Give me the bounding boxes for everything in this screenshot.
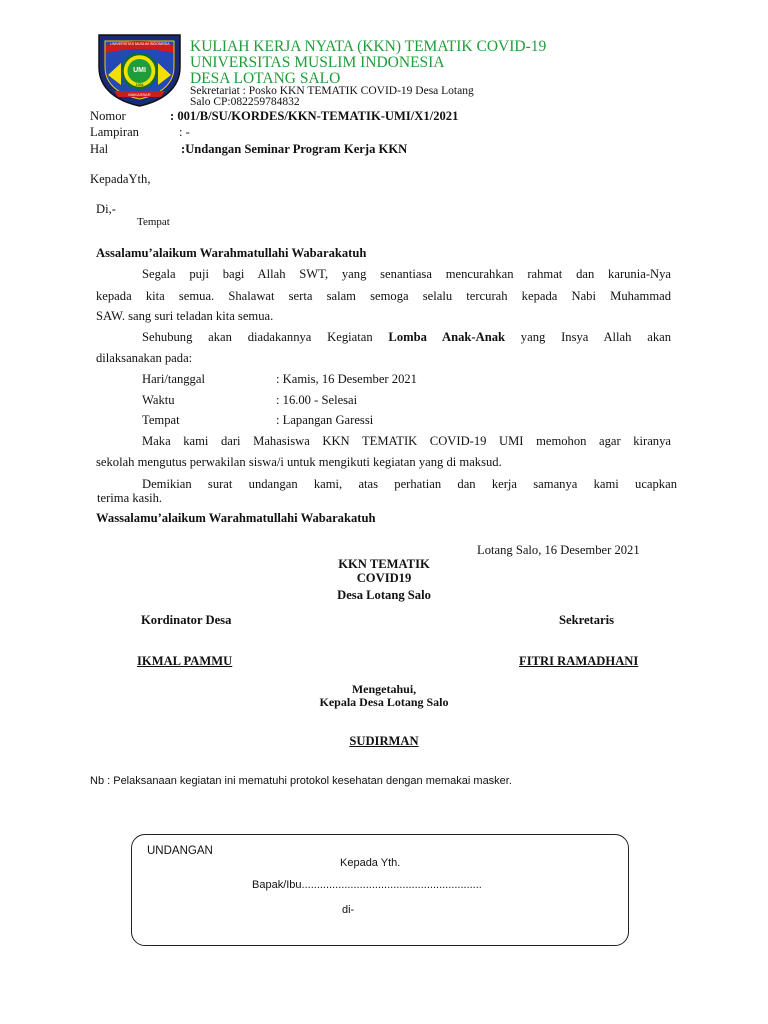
recipient-di: Di,- <box>96 202 116 216</box>
detail-value-date: : Kamis, 16 Desember 2021 <box>276 372 417 386</box>
left-signatory-name: IKMAL PAMMU <box>137 654 233 668</box>
recipient-tempat: Tempat <box>137 216 170 228</box>
para1-line3: SAW. sang suri teladan kita semua. <box>96 309 274 323</box>
detail-label-place: Tempat <box>142 413 180 427</box>
invitation-box <box>131 834 629 946</box>
opening-greeting: Assalamu’alaikum Warahmatullahi Wabarakatuh <box>96 246 367 260</box>
detail-value-time: : 16.00 - Selesai <box>276 393 358 407</box>
para3-line2: sekolah mengutus perwakilan siswa/i untuk mengikuti kegiatan yang di maksud. <box>96 455 502 469</box>
sekretariat-line-2: Salo CP:082259784832 <box>190 96 300 107</box>
para1-line2 <box>96 289 671 304</box>
org-line-1: KKN TEMATIK <box>338 557 430 571</box>
lampiran-value: : - <box>179 125 190 139</box>
right-signatory-name: FITRI RAMADHANI <box>519 654 639 668</box>
org-line-3: Desa Lotang Salo <box>337 588 431 602</box>
left-signatory-title: Kordinator Desa <box>141 613 232 627</box>
closing-greeting: Wassalamu’alaikum Warahmatullahi Wabarakatuh <box>96 511 376 525</box>
kepala-desa-title: Kepala Desa Lotang Salo <box>319 695 449 709</box>
detail-value-place: : Lapangan Garessi <box>276 413 374 427</box>
detail-label-time: Waktu <box>142 393 175 407</box>
detail-label-date: Hari/tanggal <box>142 372 205 386</box>
nomor-label: Nomor <box>90 109 126 123</box>
umi-logo <box>96 33 183 107</box>
right-signatory-title: Sekretaris <box>559 613 615 627</box>
lampiran-label: Lampiran <box>90 125 139 139</box>
mengetahui: Mengetahui, <box>351 682 417 696</box>
logo-city: MAKASSAR <box>128 91 151 97</box>
para4-line1-text: Demikian surat undangan kami, atas perhatian dan kerja samanya kami ucapkan <box>142 477 677 491</box>
invitation-title: UNDANGAN <box>147 845 213 857</box>
invitation-kepada: Kepada Yth. <box>340 857 401 869</box>
health-protocol-note: Nb : Pelaksanaan kegiatan ini mematuhi protokol kesehatan dengan memakai masker. <box>90 775 512 787</box>
invitation-recipient-line: Bapak/Ibu........................................................... <box>252 879 482 891</box>
para3-line1-text: Maka kami dari Mahasiswa KKN TEMATIK COVID-19 UMI memohon agar kiranya <box>142 434 671 448</box>
para2-line1 <box>142 330 671 345</box>
hal-label: Hal <box>90 142 109 156</box>
org-line-2: COVID19 <box>356 571 412 585</box>
nomor-value: : 001/B/SU/KORDES/KKN-TEMATIK-UMI/X1/2021 <box>170 109 459 123</box>
event-name: Lomba Anak-Anak <box>388 330 506 344</box>
letterhead-line-3: DESA LOTANG SALO <box>190 70 341 87</box>
para4-line1 <box>142 477 677 492</box>
recipient-kepada: KepadaYth, <box>90 172 151 186</box>
letterhead-line-1: KULIAH KERJA NYATA (KKN) TEMATIK COVID-19 <box>190 38 547 55</box>
letterhead-line-2: UNIVERSITAS MUSLIM INDONESIA <box>190 54 445 71</box>
para2-line2: dilaksanakan pada: <box>96 351 193 365</box>
place-date: Lotang Salo, 16 Desember 2021 <box>477 543 640 557</box>
para2-text-a: Sehubung akan diadakannya Kegiatan <box>142 330 389 344</box>
para1-line1-text: Segala puji bagi Allah SWT, yang senantiasa mencurahkan rahmat dan karunia-Nya <box>142 267 671 281</box>
kepala-desa-name: SUDIRMAN <box>349 734 419 748</box>
logo-banner-text: UNIVERSITAS MUSLIM INDONESIA <box>110 42 170 46</box>
para1-line2-text: kepada kita semua. Shalawat serta salam semoga selalu tercurah kepada Nabi Muhammad <box>96 289 671 303</box>
para2-text-c: yang Insya Allah akan <box>505 330 672 344</box>
para4-line2: terima kasih. <box>97 491 163 505</box>
hal-value: :Undangan Seminar Program Kerja KKN <box>181 142 408 156</box>
invitation-di: di- <box>342 904 355 916</box>
sekretariat-line-2-clip <box>190 96 370 107</box>
logo-acronym: UMI <box>133 67 146 74</box>
logo-year: 1954 <box>135 83 144 87</box>
para3-line1 <box>142 434 671 449</box>
sekretariat-line-1: Sekretariat : Posko KKN TEMATIK COVID-19 Desa Lotang <box>190 85 474 97</box>
para1-line1 <box>142 267 671 282</box>
